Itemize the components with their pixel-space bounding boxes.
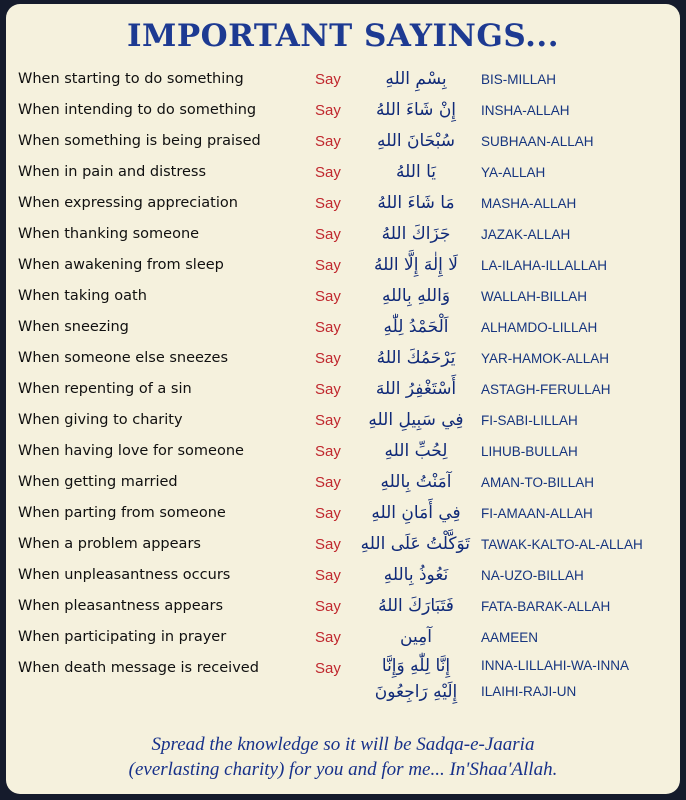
arabic-calligraphy: آمَنْتُ بِاللهِ <box>380 472 452 492</box>
arabic-calligraphy: لَا إِلٰهَ إِلَّا اللهُ <box>374 255 458 275</box>
transliteration: TAWAK-KALTO-AL-ALLAH <box>481 537 643 552</box>
arabic-calligraphy: جَزَاكَ اللهُ <box>381 224 451 244</box>
saying-row <box>6 312 680 343</box>
arabic-line-1: إِنَّا لِلّٰهِ وَإِنَّا <box>381 656 451 676</box>
saying-row <box>6 219 680 250</box>
say-label: Say <box>315 598 341 615</box>
situation-text: When a problem appears <box>18 536 201 552</box>
arabic-calligraphy: أَسْتَغْفِرُ اللهَ <box>375 379 457 399</box>
transliteration: MASHA-ALLAH <box>481 196 577 211</box>
arabic-calligraphy: فِي سَبِيلِ اللهِ <box>368 410 464 430</box>
saying-row <box>6 188 680 219</box>
say-label: Say <box>315 257 341 274</box>
arabic-calligraphy: لِحُبِّ اللهِ <box>384 441 448 461</box>
transliteration: FI-SABI-LILLAH <box>481 413 578 428</box>
say-label: Say <box>315 226 341 243</box>
saying-row <box>6 529 680 560</box>
arabic-calligraphy: مَا شَاءَ اللهُ <box>377 193 455 213</box>
situation-text: When unpleasantness occurs <box>18 567 231 583</box>
arabic-calligraphy: يَا اللهُ <box>396 162 436 182</box>
saying-row <box>6 560 680 591</box>
transliteration: AMAN-TO-BILLAH <box>481 475 595 490</box>
say-label: Say <box>315 71 341 88</box>
situation-text: When awakening from sleep <box>18 257 224 273</box>
situation-text: When someone else sneezes <box>18 350 229 366</box>
say-label: Say <box>315 474 341 491</box>
say-label: Say <box>315 536 341 553</box>
situation-text: When participating in prayer <box>18 629 227 645</box>
arabic-calligraphy: فَتَبَارَكَ اللهُ <box>378 596 454 616</box>
arabic-calligraphy: يَرْحَمُكَ اللهُ <box>376 348 456 368</box>
arabic-calligraphy: آمِين <box>400 627 432 647</box>
transliteration: JAZAK-ALLAH <box>481 227 571 242</box>
saying-row <box>6 343 680 374</box>
arabic-calligraphy: سُبْحَانَ اللهِ <box>376 131 456 151</box>
transliteration: INSHA-ALLAH <box>481 103 570 118</box>
transliteration: LA-ILAHA-ILLALLAH <box>481 258 608 273</box>
footer-line-1: Spread the knowledge so it will be Sadqa-e-Jaaria <box>151 734 535 755</box>
saying-row <box>6 157 680 188</box>
transliteration: WALLAH-BILLAH <box>481 289 588 304</box>
saying-row <box>6 467 680 498</box>
say-label: Say <box>315 319 341 336</box>
situation-text: When pleasantness appears <box>18 598 224 614</box>
transliteration-line-1: INNA-LILLAHI-WA-INNA <box>481 658 630 673</box>
arabic-calligraphy: اَلْحَمْدُ لِلّٰهِ <box>383 317 449 337</box>
page-title: IMPORTANT SAYINGS... <box>127 18 559 54</box>
situation-text: When death message is received <box>18 660 259 676</box>
transliteration: FATA-BARAK-ALLAH <box>481 599 611 614</box>
transliteration: ASTAGH-FERULLAH <box>481 382 611 397</box>
transliteration: AAMEEN <box>481 630 539 645</box>
situation-text: When having love for someone <box>18 443 244 459</box>
say-label: Say <box>315 443 341 460</box>
arabic-calligraphy: فِي أَمَانِ اللهِ <box>371 503 461 523</box>
saying-row <box>6 250 680 281</box>
transliteration: YA-ALLAH <box>481 165 546 180</box>
saying-row <box>6 126 680 157</box>
transliteration: SUBHAAN-ALLAH <box>481 134 594 149</box>
saying-row <box>6 436 680 467</box>
say-label: Say <box>315 505 341 522</box>
arabic-calligraphy <box>362 653 470 705</box>
arabic-calligraphy: تَوَكَّلْتُ عَلَى اللهِ <box>360 534 470 554</box>
say-label: Say <box>315 660 341 677</box>
say-label: Say <box>315 629 341 646</box>
say-label: Say <box>315 567 341 584</box>
transliteration: LIHUB-BULLAH <box>481 444 578 459</box>
transliteration: NA-UZO-BILLAH <box>481 568 584 583</box>
saying-row <box>6 622 680 653</box>
saying-row <box>6 95 680 126</box>
say-label: Say <box>315 102 341 119</box>
transliteration <box>481 653 629 705</box>
say-label: Say <box>315 350 341 367</box>
transliteration: ALHAMDO-LILLAH <box>481 320 598 335</box>
arabic-calligraphy: إِنْ شَاءَ اللهُ <box>375 100 457 120</box>
situation-text: When something is being praised <box>18 133 261 149</box>
situation-text: When giving to charity <box>18 412 183 428</box>
arabic-line-2: إِلَيْهِ رَاجِعُونَ <box>374 682 458 702</box>
situation-text: When intending to do something <box>18 102 257 118</box>
situation-text: When thanking someone <box>18 226 200 242</box>
situation-text: When parting from someone <box>18 505 226 521</box>
situation-text: When taking oath <box>18 288 147 304</box>
footer-message <box>6 732 680 782</box>
situation-text: When getting married <box>18 474 178 490</box>
transliteration: FI-AMAAN-ALLAH <box>481 506 593 521</box>
situation-text: When in pain and distress <box>18 164 207 180</box>
say-label: Say <box>315 195 341 212</box>
saying-row <box>6 405 680 436</box>
sayings-card <box>6 4 680 794</box>
saying-row <box>6 281 680 312</box>
situation-text: When repenting of a sin <box>18 381 192 397</box>
say-label: Say <box>315 133 341 150</box>
situation-text: When sneezing <box>18 319 129 335</box>
transliteration-line-2: ILAIHI-RAJI-UN <box>481 684 577 699</box>
transliteration: BIS-MILLAH <box>481 72 557 87</box>
situation-text: When expressing appreciation <box>18 195 238 211</box>
transliteration: YAR-HAMOK-ALLAH <box>481 351 610 366</box>
saying-row <box>6 591 680 622</box>
saying-row <box>6 653 680 705</box>
arabic-calligraphy: نَعُوذُ بِاللهِ <box>383 565 449 585</box>
saying-row <box>6 374 680 405</box>
say-label: Say <box>315 412 341 429</box>
say-label: Say <box>315 164 341 181</box>
footer-line-2: (everlasting charity) for you and for me... In'Shaa'Allah. <box>128 759 558 780</box>
saying-row <box>6 498 680 529</box>
say-label: Say <box>315 288 341 305</box>
sayings-list <box>6 64 680 705</box>
arabic-calligraphy: وَاللهِ بِاللهِ <box>381 286 451 306</box>
situation-text: When starting to do something <box>18 71 244 87</box>
say-label: Say <box>315 381 341 398</box>
arabic-calligraphy: بِسْمِ اللهِ <box>385 69 447 89</box>
saying-row <box>6 64 680 95</box>
